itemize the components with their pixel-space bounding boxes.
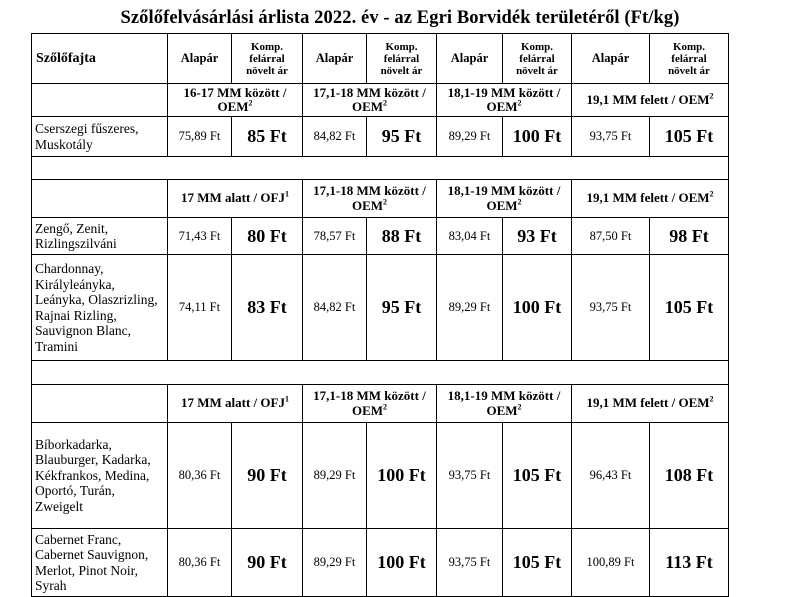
base-price-cell: 100,89 Ft (572, 529, 650, 597)
komp-price-cell: 98 Ft (650, 218, 729, 255)
base-price-cell: 93,75 Ft (572, 117, 650, 157)
base-price-cell: 93,75 Ft (572, 255, 650, 361)
range-row (32, 180, 729, 218)
komp-price-cell: 100 Ft (367, 423, 437, 529)
base-price-cell: 93,75 Ft (437, 529, 503, 597)
header-base: Alapár (303, 34, 367, 84)
header-variety: Szőlőfajta (32, 34, 168, 84)
range-header: 18,1-19 MM között / OEM$^2$ (437, 180, 572, 218)
base-price-cell: 84,82 Ft (303, 117, 367, 157)
range-header: 16-17 MM között / OEM$^2$ (168, 84, 303, 117)
header-komp: Komp. felárral növelt ár (650, 34, 729, 84)
header-base: Alapár (168, 34, 232, 84)
base-price-cell: 74,11 Ft (168, 255, 232, 361)
range-header: 17,1-18 MM között / OEM$^2$ (303, 84, 437, 117)
komp-price-cell: 90 Ft (232, 529, 303, 597)
range-header: 18,1-19 MM között / OEM$^2$ (437, 385, 572, 423)
base-price-cell: 78,57 Ft (303, 218, 367, 255)
header-base: Alapár (437, 34, 503, 84)
komp-price-cell: 100 Ft (503, 255, 572, 361)
base-price-cell: 89,29 Ft (303, 423, 367, 529)
komp-price-cell: 105 Ft (650, 117, 729, 157)
header-base: Alapár (572, 34, 650, 84)
variety-cell: Cserszegi fűszeres, Muskotály (32, 117, 168, 157)
section-spacer (32, 361, 729, 385)
komp-price-cell: 108 Ft (650, 423, 729, 529)
base-price-cell: 89,29 Ft (303, 529, 367, 597)
base-price-cell: 89,29 Ft (437, 117, 503, 157)
komp-price-cell: 105 Ft (503, 529, 572, 597)
range-header: 17,1-18 MM között / OEM$^2$ (303, 385, 437, 423)
base-price-cell: 83,04 Ft (437, 218, 503, 255)
range-blank-cell (32, 84, 168, 117)
base-price-cell: 89,29 Ft (437, 255, 503, 361)
komp-price-cell: 95 Ft (367, 255, 437, 361)
komp-price-cell: 113 Ft (650, 529, 729, 597)
komp-price-cell: 90 Ft (232, 423, 303, 529)
komp-price-cell: 88 Ft (367, 218, 437, 255)
base-price-cell: 71,43 Ft (168, 218, 232, 255)
page-title: Szőlőfelvásárlási árlista 2022. év - az Egri Borvidék területéről (Ft/kg) (120, 8, 680, 28)
section-spacer (32, 157, 729, 180)
variety-cell: Cabernet Franc, Cabernet Sauvignon, Merlot, Pinot Noir, Syrah (32, 529, 168, 597)
range-header: 17,1-18 MM között / OEM$^2$ (303, 180, 437, 218)
base-price-cell: 87,50 Ft (572, 218, 650, 255)
base-price-cell: 96,43 Ft (572, 423, 650, 529)
header-komp: Komp. felárral növelt ár (367, 34, 437, 84)
range-header: 19,1 MM felett / OEM$^2$ (572, 84, 729, 117)
range-row (32, 84, 729, 117)
range-header: 17 MM alatt / OFJ$^1$ (168, 385, 303, 423)
header-komp: Komp. felárral növelt ár (503, 34, 572, 84)
base-price-cell: 75,89 Ft (168, 117, 232, 157)
variety-cell: Bíborkadarka, Blauburger, Kadarka, Kékfrankos, Medina, Oportó, Turán, Zweigelt (32, 423, 168, 529)
price-table-body (32, 34, 729, 597)
komp-price-cell: 95 Ft (367, 117, 437, 157)
section-spacer-row (32, 361, 729, 385)
table-row (32, 423, 729, 529)
range-header: 18,1-19 MM között / OEM$^2$ (437, 84, 572, 117)
komp-price-cell: 105 Ft (503, 423, 572, 529)
base-price-cell: 80,36 Ft (168, 529, 232, 597)
range-blank-cell (32, 385, 168, 423)
komp-price-cell: 83 Ft (232, 255, 303, 361)
header-row (32, 34, 729, 84)
table-row (32, 117, 729, 157)
range-header: 17 MM alatt / OFJ$^1$ (168, 180, 303, 218)
range-header: 19,1 MM felett / OEM$^2$ (572, 180, 729, 218)
komp-price-cell: 105 Ft (650, 255, 729, 361)
base-price-cell: 93,75 Ft (437, 423, 503, 529)
komp-price-cell: 85 Ft (232, 117, 303, 157)
range-header: 19,1 MM felett / OEM$^2$ (572, 385, 729, 423)
table-row (32, 529, 729, 597)
range-row (32, 385, 729, 423)
header-komp: Komp. felárral növelt ár (232, 34, 303, 84)
base-price-cell: 84,82 Ft (303, 255, 367, 361)
table-row (32, 218, 729, 255)
range-blank-cell (32, 180, 168, 218)
variety-cell: Zengő, Zenit, Rizlingszilváni (32, 218, 168, 255)
komp-price-cell: 100 Ft (367, 529, 437, 597)
table-row (32, 255, 729, 361)
komp-price-cell: 80 Ft (232, 218, 303, 255)
variety-cell: Chardonnay, Királyleányka, Leányka, Olaszrizling, Rajnai Rizling, Sauvignon Blanc, Tramini (32, 255, 168, 361)
section-spacer-row (32, 157, 729, 180)
komp-price-cell: 100 Ft (503, 117, 572, 157)
komp-price-cell: 93 Ft (503, 218, 572, 255)
price-table (31, 33, 729, 597)
base-price-cell: 80,36 Ft (168, 423, 232, 529)
